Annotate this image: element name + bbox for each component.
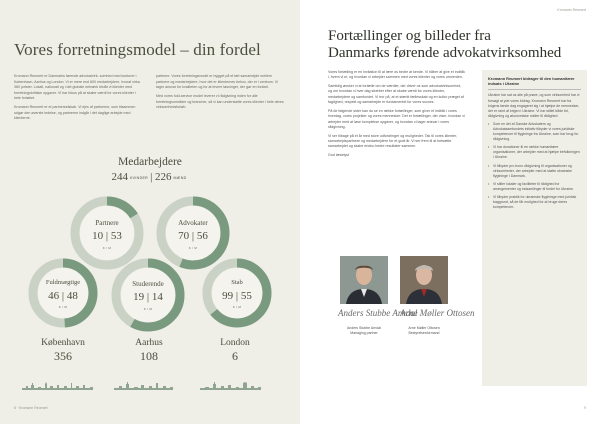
paragraph: Samtidig ønsker vi at fortælle om de værdier, der driver os som advokatvirksomhed, og om hvordan vi hver dag stræber efter at skabe værdi for vores klienter, medarbejdere og samfundet. Vi tror på, at et stærkt fællesskab og en kultur præget af faglighed, respekt og samarbejde er fundamentet for vores succes. (328, 84, 464, 105)
ring-km: K / M (232, 305, 242, 309)
ring-km: K / M (143, 307, 153, 311)
ring-values: 70 | 56 (178, 230, 208, 242)
person-icon (400, 256, 448, 304)
caption-2 (388, 326, 460, 336)
ring-km: K / M (188, 246, 198, 250)
left-body-column-1 (14, 74, 142, 125)
right-page (300, 0, 600, 424)
right-page-title (328, 28, 561, 61)
right-page-number: 9 (584, 406, 586, 410)
title-line-1: Fortællinger og billeder fra (328, 28, 491, 44)
ring-km: K / M (58, 305, 68, 309)
left-page-title: Vores forretningsmodel – din fordel (14, 40, 261, 59)
ring-studerende (111, 258, 185, 332)
sidebar-bullet: • Som en del af Danske Advokaters og Advokatsamfundets initiativ tilbyder vi vores juridiske kompetencer til flygtninge fra Ukraine, som har brug for rådgivning. (488, 122, 581, 142)
intro-body (328, 70, 466, 162)
portrait-photo-2 (400, 256, 448, 304)
person-role: Managing partner (350, 330, 378, 335)
paragraph: Med vores fuld-service model leverer vi rådgivning inden for alle forretningsområder og brancher, så vi kan understøtte vores klienter i hele deres virksomhedsforløb. (156, 93, 284, 110)
ring-label: Fuldmægtige (45, 279, 81, 286)
ring-label: Studerende (132, 280, 164, 288)
women-count: 19 (133, 291, 145, 303)
city-name: Aarhus (135, 338, 163, 348)
running-header: Kromann Reumert (557, 8, 586, 12)
separator: | (150, 171, 153, 183)
paragraph: Vores fortælling er en invitation til at lære os bedre at kende. Vi håber at give et indblik i, hvem vi er, og hvordan vi arbejder sammen med vores klienter og vores omverden. (328, 70, 465, 80)
city-count: 6 (232, 349, 238, 363)
ring-km: K / M (102, 246, 112, 250)
ring-values: 19 | 14 (133, 291, 163, 303)
signature-2: Arne Møller Ottosen (400, 308, 475, 318)
city-kobenhavn (28, 338, 98, 364)
copenhagen-skyline-icon (22, 382, 106, 390)
person-name: Anders Stubbe Arndal (346, 326, 382, 330)
paragraph: Kromann Reumert er et partnerselskab. Vi ejes af partnerne, som tilsammen udgør den øverste ledelse, og partnerne indgår i det daglige arbejde med klienterne. (14, 105, 136, 121)
women-count: 10 (92, 230, 104, 242)
men-count: 48 (66, 290, 78, 302)
aarhus-skyline-icon (114, 382, 186, 390)
ring-stab (202, 258, 272, 328)
paragraph: Kromann Reumert er Danmarks førende advokatvirk- somhed med kontorer i København, Aarhus og London. Vi er mere end 600 medarbejdere, hvoraf cirka 360 jurister. Lokalt, nationalt og i det globale netværk bistår vi klienter med forretningskritiske opgaver. Vi har fokus på at skabe værdi for vores klienter i hele forløbet. (14, 74, 140, 101)
city-count: 356 (54, 349, 72, 363)
paragraph: På de følgende sider kan du se en række fortællinger, som giver et indblik i vores hverdag, vores projekter og vores mennesker. Det er fortællinger, der viser, hvordan vi arbejder med at løse komplekse opgaver, og hvordan vi tager ansvar i vores rådgivning. (328, 108, 465, 130)
london-skyline-icon (200, 382, 272, 390)
ring-label: Stab (231, 279, 243, 286)
men-label: MÆND (173, 176, 187, 180)
paragraph: God læselyst (328, 153, 349, 158)
signature-1: Anders Stubbe Arndal (338, 308, 418, 318)
sidebar-bullet: • Vi tilbyder praktik for ukrainske flygtninge med juridisk baggrund, så de får mulighed for at bruge deres kompetencer. (488, 195, 581, 210)
sidebar-bullet: • Vi har donationer til en række humanitære organisationer, der arbejder med at hjælpe befolkningen i Ukraine. (488, 145, 581, 160)
ring-values: 46 | 48 (48, 290, 78, 302)
women-count: 99 (222, 290, 234, 302)
city-aarhus (116, 338, 182, 364)
sidebar-heading: Kromann Reumert bidrager til den humanitære indsats i Ukraine (488, 76, 581, 90)
city-name: København (41, 338, 85, 348)
paragraph: Vi ser tilbage på et år med store udfordringer og muligheder. Tak til vores klienter, samarbejdspartnere og medarbejdere for et godt år. Vi ser frem til at fortsætte samarbejdet og skabe endnu bedre resultater sammen. (328, 133, 458, 149)
women-count: 70 (178, 230, 190, 242)
sidebar-bullet: • Vi tilbyder pro bono rådgivning til organisationer og virksomheder, der arbejder med at støtte ukrainske flygtninge i Danmark. (488, 164, 581, 179)
men-total: 226 (155, 171, 172, 183)
sidebar-bullet: • Vi stiller lokaler og faciliteter til rådighed for arrangementer og indsamlinger til fordel for Ukraine. (488, 182, 581, 192)
city-london (202, 338, 268, 364)
ring-label: Advokater (178, 219, 208, 227)
title-line-2: Danmarks førende advokatvirksomhed (328, 44, 562, 61)
ring-fuldmaegtige (28, 258, 98, 328)
city-name: London (220, 338, 250, 348)
employees-title: Medarbejdere (118, 156, 182, 168)
ukraine-sidebar (482, 70, 587, 386)
left-body-column-2 (156, 74, 284, 114)
men-count: 55 (240, 290, 252, 302)
sidebar-intro: Ukraine har sat os alle på prøve, og som virksomhed har vi forsøgt at yde vores bidrag. Kromann Reumert har fra krigens første dag engageret sig i at hjælpe de mennesker, der er ramt af krigen i Ukraine. Vi har stillet både tid, rådgivning og økonomiske midler til rådighed. (488, 93, 580, 118)
paragraph: partnere. Vores forretningsmodel er bygget på et tæt samarbejde mellem partnere og medarbejdere, hvor det er klienternes behov, der er i centrum. Vi tager ansvar for kvaliteten og for at levere løsninger, der gør en forskel. (156, 74, 278, 90)
employees-totals (0, 171, 300, 183)
ring-label: Partnere (95, 219, 119, 227)
women-label: KVINDER (129, 176, 149, 180)
person-role: Bestyrelsesformand (408, 330, 440, 335)
city-count: 108 (140, 349, 158, 363)
women-total: 244 (111, 171, 128, 183)
portrait-photo-1 (340, 256, 388, 304)
person-name: Arne Møller Ottosen (408, 326, 440, 330)
ring-values: 99 | 55 (222, 290, 252, 302)
men-count: 14 (151, 291, 163, 303)
men-count: 53 (110, 230, 122, 242)
men-count: 56 (196, 230, 208, 242)
person-icon (340, 256, 388, 304)
ring-values: 10 | 53 (92, 230, 122, 242)
women-count: 46 (48, 290, 60, 302)
left-page-number: 8 · Kromann Reumert (14, 406, 48, 410)
